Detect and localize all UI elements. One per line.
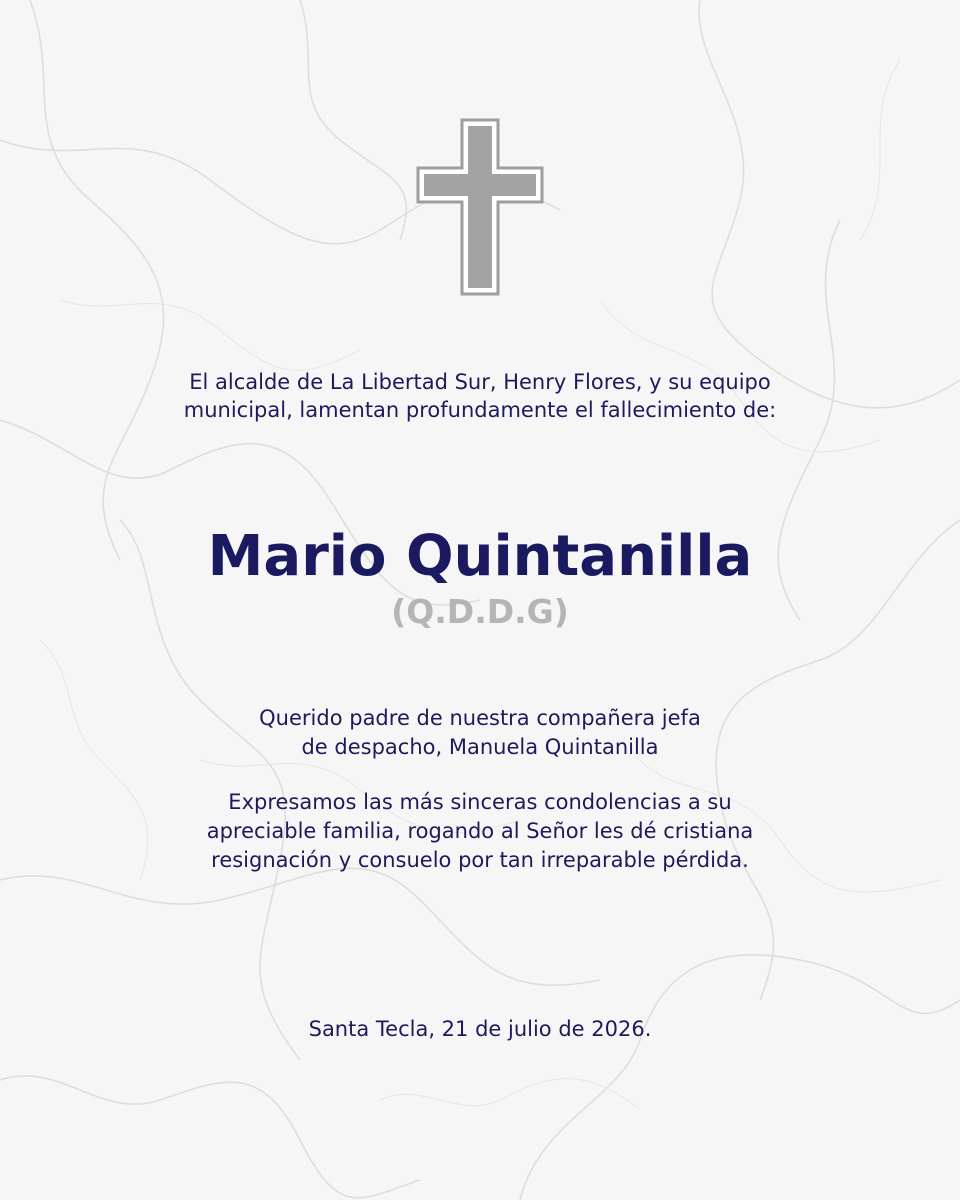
relation-line-1: Querido padre de nuestra compañera jefa (259, 706, 701, 730)
condolence-line-3: resignación y consuelo por tan irreparable pérdida. (211, 848, 749, 872)
intro-line-1: El alcalde de La Libertad Sur, Henry Flores, y su equipo (189, 370, 771, 394)
relation-line-2: de despacho, Manuela Quintanilla (301, 735, 659, 759)
intro-paragraph (0, 368, 960, 424)
condolence-paragraph (0, 788, 960, 875)
place-date-signoff: Santa Tecla, 21 de julio de 2026. (308, 1017, 652, 1041)
relation-paragraph (0, 704, 960, 762)
condolence-line-2: apreciable familia, rogando al Señor les dé cristiana (206, 819, 754, 843)
condolence-line-1: Expresamos las más sinceras condolencias a su (228, 790, 732, 814)
intro-line-2: municipal, lamentan profundamente el fallecimiento de: (183, 398, 777, 422)
cross-icon (416, 118, 544, 296)
deceased-suffix: (Q.D.D.G) (391, 592, 569, 631)
deceased-name: Mario Quintanilla (207, 524, 753, 589)
